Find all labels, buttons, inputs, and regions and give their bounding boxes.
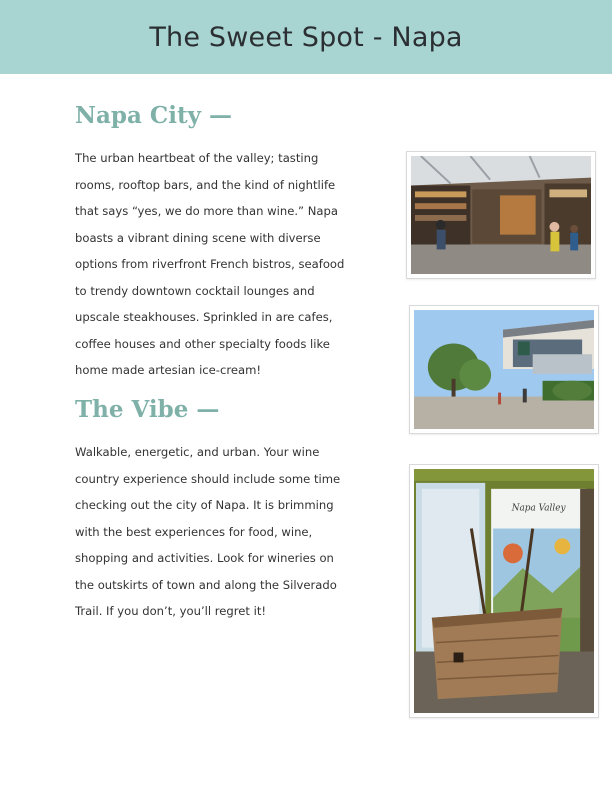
body-line: Walkable, energetic, and urban. Your wine <box>75 445 320 459</box>
body-line: options from riverfront French bistros, seafood <box>75 257 345 271</box>
body-line: to trendy downtown cocktail lounges and <box>75 283 315 298</box>
body-line: The urban heartbeat of the valley; tasting <box>75 151 319 165</box>
market-interior-image <box>411 156 591 274</box>
body-line: rooms, rooftop bars, and the kind of nightlife <box>75 177 336 192</box>
page-header <box>0 0 612 74</box>
section-heading-the-vibe: The Vibe — <box>75 396 220 423</box>
body-line: boasts a vibrant dining scene with diverse <box>75 230 321 245</box>
banner-text: Napa Valley <box>511 503 566 514</box>
body-line: upscale steakhouses. Sprinkled in are cafes, <box>75 310 333 324</box>
body-line: the outskirts of town and along the Silverado <box>75 577 337 592</box>
page-title: The Sweet Spot - Napa <box>149 21 463 53</box>
section-heading-napa-city: Napa City — <box>75 102 232 129</box>
body-line: shopping and activities. Look for wineries on <box>75 551 334 565</box>
body-line: coffee houses and other specialty foods like <box>75 336 330 351</box>
body-line: checking out the city of Napa. It is brimming <box>75 498 334 512</box>
photo-market-interior <box>406 151 596 279</box>
section-body-napa-city <box>75 145 375 384</box>
body-line: country experience should include some time <box>75 471 341 486</box>
photo-building-exterior <box>409 305 599 434</box>
body-line: Trail. If you don’t, you’ll regret it! <box>75 604 267 618</box>
napa-valley-banner-image <box>414 469 594 713</box>
body-line: with the best experiences for food, wine, <box>75 524 313 539</box>
building-exterior-image <box>414 310 594 429</box>
section-body-the-vibe <box>75 439 375 625</box>
body-line: home made artesian ice-cream! <box>75 363 262 377</box>
photo-napa-valley-banner <box>409 464 599 718</box>
body-line: that says “yes, we do more than wine.” Napa <box>75 204 338 218</box>
